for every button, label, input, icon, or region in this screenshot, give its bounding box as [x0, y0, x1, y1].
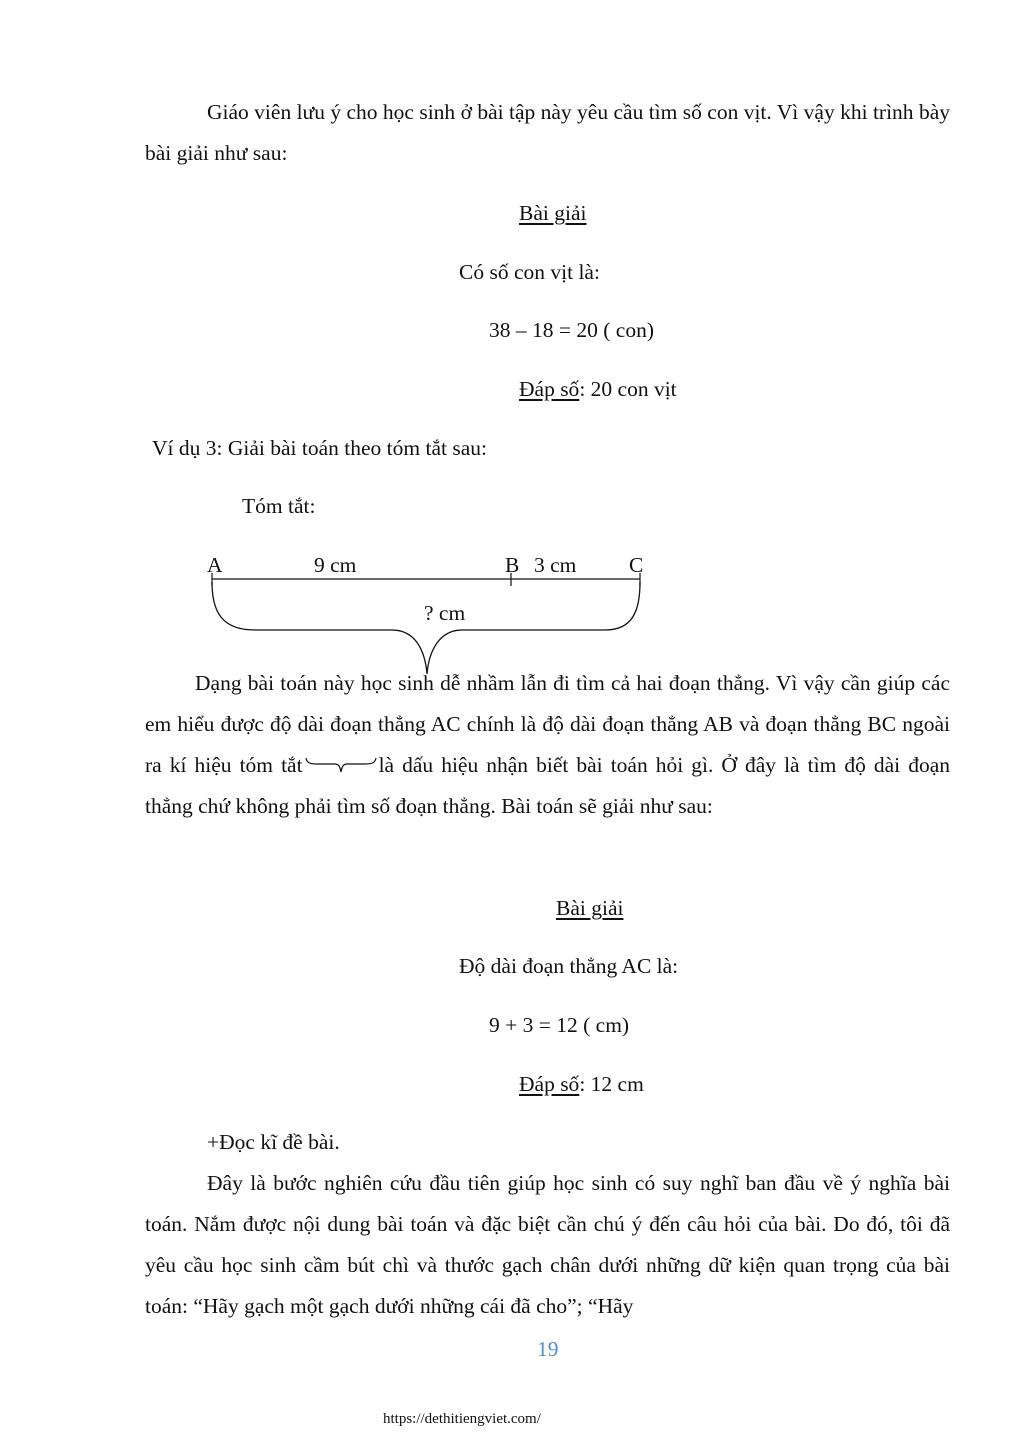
- brace-curve: [212, 582, 640, 674]
- solution2-answer: [519, 1074, 644, 1096]
- paragraph-explanation-text-1: Dạng bài toán này học sinh dễ nhầm lẫn đi tìm cả hai đoạn thẳng. Vì vậy cần giúp các em hiểu được độ dài đoạn thẳng AC chính là độ dài đoạn thẳng AB và đoạn thẳng BC ngoài ra kí hiệu tóm tắt: [145, 671, 950, 777]
- solution2-answer-value: : 12 cm: [579, 1072, 644, 1096]
- point-a-label: A: [207, 553, 223, 577]
- paragraph-intro-text: Giáo viên lưu ý cho học sinh ở bài tập này yêu cầu tìm số con vịt. Vì vậy khi trình bày bài giải như sau:: [145, 100, 950, 165]
- total-length-label: ? cm: [424, 601, 466, 625]
- summary-label: Tóm tắt:: [242, 494, 316, 518]
- point-b-label: B: [505, 553, 520, 577]
- example3-title: Ví dụ 3: Giải bài toán theo tóm tắt sau:: [152, 436, 487, 460]
- paragraph-explanation: [145, 663, 950, 827]
- solution2-heading: Bài giải: [556, 896, 624, 920]
- page-number: 19: [537, 1337, 559, 1361]
- solution1-answer-value: : 20 con vịt: [579, 377, 677, 401]
- paragraph-step-text: Đây là bước nghiên cứu đầu tiên giúp học sinh có suy nghĩ ban đầu về ý nghĩa bài toán. Nắm được nội dung bài toán và đặc biệt cần chú ý đến câu hỏi của bài. Do đó, tôi đã yêu cầu học sinh cầm bút chì và thước gạch chân dưới những dữ kiện quan trọng của bài toán: “Hãy gạch một gạch dưới những cái đã cho”; “Hãy: [145, 1171, 950, 1318]
- solution1-line: Có số con vịt là:: [459, 260, 600, 284]
- paragraph-explanation-text-2: là dấu hiệu nhận biết bài toán hỏi gì. Ở đây là tìm độ dài đoạn thẳng chứ không phải tìm số đoạn thẳng. Bài toán sẽ giải như sau:: [145, 753, 950, 818]
- solution2-calc: 9 + 3 = 12 ( cm): [489, 1013, 630, 1037]
- step-heading: +Đọc kĩ đề bài.: [207, 1130, 340, 1154]
- solution1-calc: 38 – 18 = 20 ( con): [489, 318, 654, 342]
- solution1-heading: Bài giải: [519, 201, 587, 225]
- paragraph-step: [145, 1163, 950, 1327]
- solution2-answer-label: Đáp số: [519, 1072, 580, 1096]
- brace-symbol-icon: [305, 756, 377, 774]
- paragraph-intro: [145, 92, 950, 174]
- solution1-answer: [519, 379, 677, 401]
- ab-length-label: 9 cm: [314, 553, 357, 577]
- solution2-line: Độ dài đoạn thẳng AC là:: [459, 954, 679, 978]
- bc-length-label: 3 cm: [534, 553, 577, 577]
- footer-url[interactable]: https://dethitiengviet.com/: [383, 1411, 541, 1427]
- point-c-label: C: [629, 553, 644, 577]
- solution1-answer-label: Đáp số: [519, 377, 580, 401]
